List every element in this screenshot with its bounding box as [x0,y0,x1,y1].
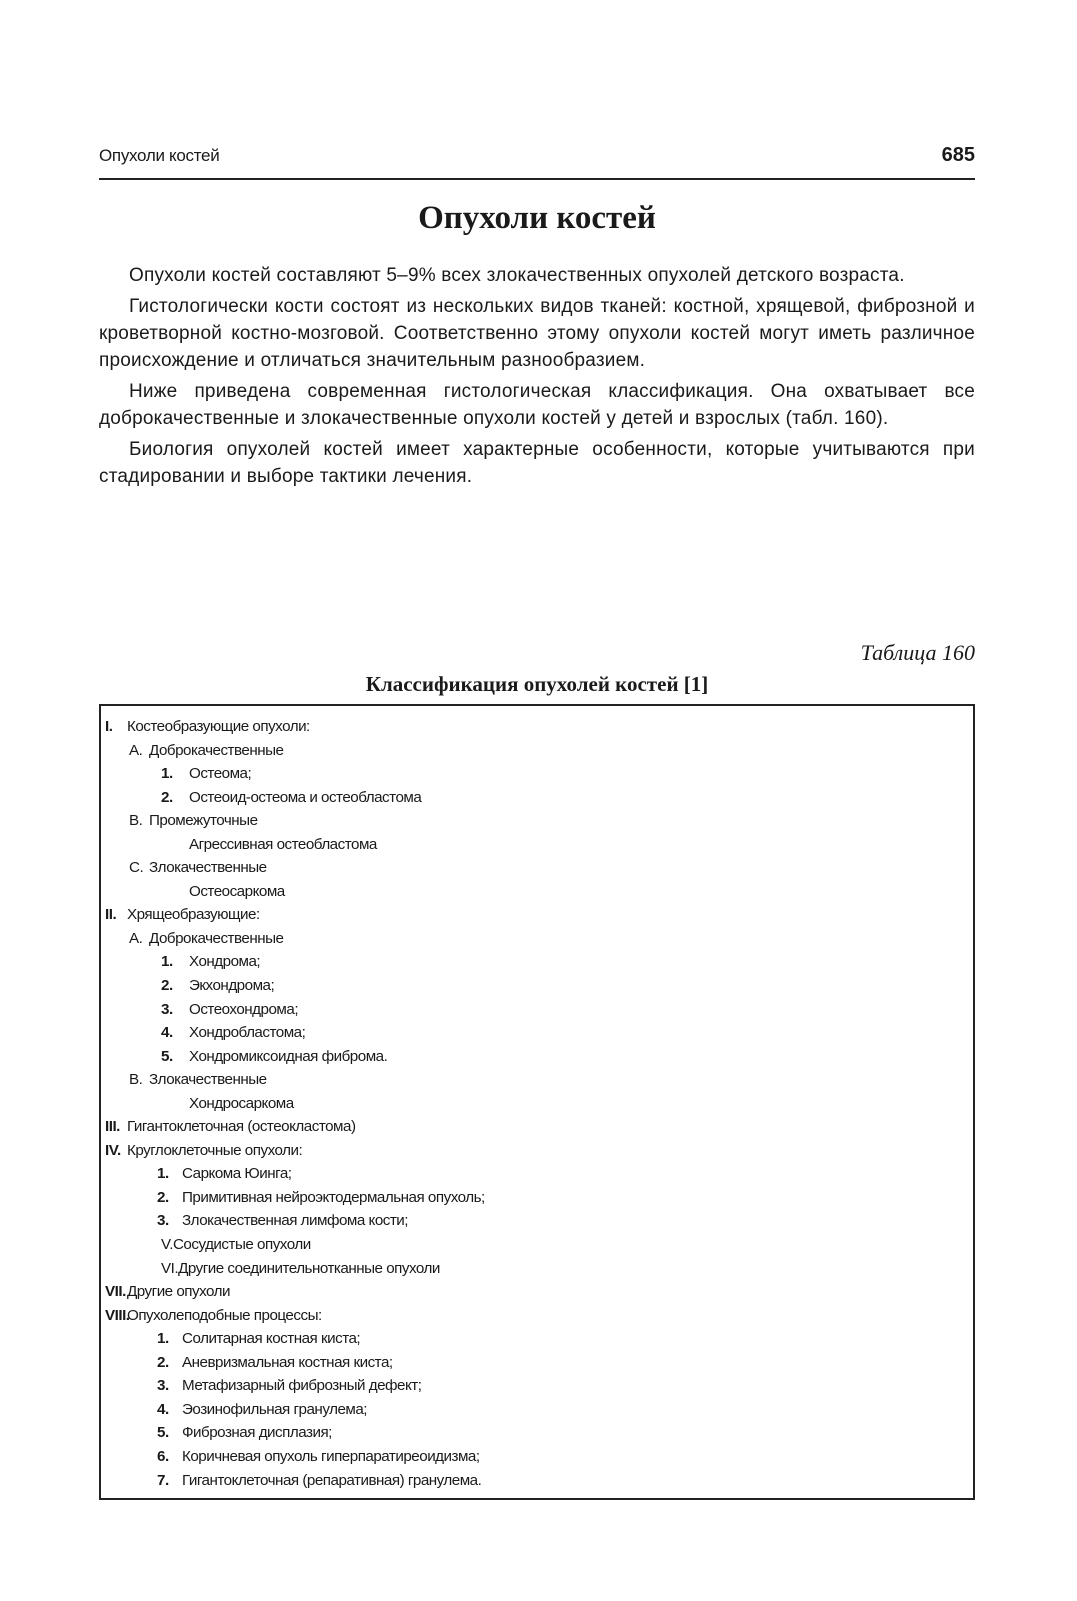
row-marker: 3. [161,1000,173,1018]
row-text: Хрящеобразующие: [127,906,260,924]
row-marker: B. [129,1071,143,1089]
table-row [101,1257,973,1281]
table-row [101,1280,973,1304]
row-text: Злокачественные [149,1071,267,1089]
table-row [101,809,973,833]
classification-table [99,704,975,1500]
row-text: Круглоклеточные опухоли: [127,1141,303,1159]
row-marker: 4. [157,1400,169,1418]
table-row [101,1186,973,1210]
row-text: Солитарная костная киста; [182,1330,361,1348]
table-row [101,762,973,786]
row-text: Костеобразующие опухоли: [127,718,310,735]
table-row [101,833,973,857]
row-marker: II. [105,906,117,924]
paragraph: Гистологически кости состоят из нескольких видов тканей: костной, хрящевой, фиброзной и кроветворной костно-мозговой. Соответственно этому опухоли костей могут иметь различное происхождение и отличаться значительным разнообразием. [99,296,975,371]
row-text: Злокачественная лимфома кости; [182,1212,409,1230]
row-text: Промежуточные [149,812,258,830]
row-marker: 3. [157,1377,169,1395]
row-text: Метафизарный фиброзный дефект; [182,1377,422,1395]
row-marker: 7. [157,1471,169,1489]
row-marker: A. [129,741,143,759]
table-row [101,1021,973,1045]
table-row [101,1139,973,1163]
row-marker: 1. [161,953,173,971]
table-row [101,1351,973,1375]
row-text: Хондрома; [189,953,261,971]
row-marker: VIII. [105,1306,130,1324]
row-text: Примитивная нейроэктодермальная опухоль; [182,1188,485,1206]
row-text: Аневризмальная костная киста; [182,1353,393,1371]
row-text: Сосудистые опухоли [172,1236,311,1254]
row-marker: 2. [157,1353,169,1371]
row-text: Эозинофильная гранулема; [182,1400,367,1418]
row-text: Доброкачественные [149,929,284,947]
table-row [101,1327,973,1351]
table-row [101,1374,973,1398]
row-text: Хондробластома; [189,1024,306,1042]
running-title: Опухоли костей [99,146,220,165]
table-row [101,1469,973,1493]
row-text: Остеома; [189,765,252,783]
table-row [101,1162,973,1186]
row-marker: 2. [157,1188,169,1206]
row-text: Остеохондрома; [189,1000,299,1018]
row-marker: 3. [157,1212,169,1230]
table-row [101,1092,973,1116]
row-text: Фиброзная дисплазия; [182,1424,332,1442]
table-label: Таблица 160 [860,640,975,665]
row-marker: C. [129,859,144,877]
table-row [101,1045,973,1069]
row-marker: 1. [157,1165,169,1183]
table-row [101,1233,973,1257]
row-text: Гигантоклеточная (репаративная) гранулема. [182,1471,482,1489]
row-marker: B. [129,812,143,830]
row-marker: 5. [157,1424,169,1442]
row-marker: V. [161,1236,173,1254]
table-row [101,974,973,998]
table-row [101,880,973,904]
row-text: Остеоид-остеома и остеобластома [189,788,422,806]
table-row [101,1304,973,1328]
table-row [101,950,973,974]
table-row [101,1115,973,1139]
row-marker: 4. [161,1024,173,1042]
table-row [101,927,973,951]
row-text: Остеосаркома [189,882,285,900]
row-text: Экхондрома; [189,977,275,995]
paragraph: Биология опухолей костей имеет характерные особенности, которые учитываются при стадировании и выборе тактики лечения. [99,439,975,487]
row-marker: I. [105,718,113,735]
table-row [101,1421,973,1445]
row-marker: 2. [161,977,173,995]
row-text: Злокачественные [149,859,267,877]
row-marker: VII. [105,1283,126,1301]
paragraph: Ниже приведена современная гистологическая классификация. Она охватывает все доброкачественные и злокачественные опухоли костей у детей и взрослых (табл. 160). [99,381,975,429]
table-row [101,1398,973,1422]
row-marker: A. [129,929,143,947]
page-number: 685 [941,144,975,166]
row-text: Другие соединительнотканные опухоли [178,1259,440,1277]
row-text: Другие опухоли [127,1283,230,1301]
row-marker: 1. [157,1330,169,1348]
body-text [99,262,975,494]
table-row [101,998,973,1022]
row-text: Хондросаркома [189,1094,294,1112]
row-marker: VI. [161,1259,179,1277]
row-marker: 6. [157,1447,169,1465]
running-header [99,144,975,180]
row-text: Доброкачественные [149,741,284,759]
row-marker: 5. [161,1047,173,1065]
row-text: Саркома Юинга; [182,1165,292,1183]
table-row [101,739,973,763]
table-row [101,786,973,810]
row-marker: III. [105,1118,120,1136]
row-text: Агрессивная остеобластома [189,835,377,853]
row-text: Хондромиксоидная фиброма. [189,1047,388,1065]
table-row [101,856,973,880]
table-row [101,1445,973,1469]
row-text: Опухолеподобные процессы: [127,1306,322,1324]
table-row [101,1068,973,1092]
table-row [101,715,973,739]
table-row [101,903,973,927]
page-title: Опухоли костей [418,200,656,236]
table-title: Классификация опухолей костей [1] [365,672,709,696]
row-text: Гигантоклеточная (остеокластома) [127,1118,356,1136]
row-marker: 2. [161,788,173,806]
row-marker: IV. [105,1141,121,1159]
row-text: Коричневая опухоль гиперпаратиреоидизма; [182,1447,480,1465]
table-row [101,1209,973,1233]
paragraph: Опухоли костей составляют 5–9% всех злокачественных опухолей детского возраста. [129,265,905,286]
row-marker: 1. [161,765,173,783]
